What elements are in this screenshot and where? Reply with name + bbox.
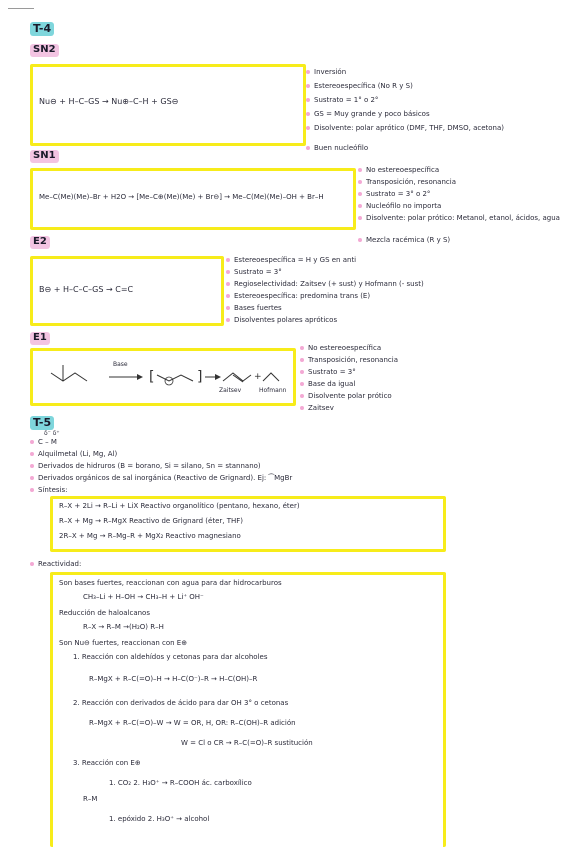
svg-text:[: [ [149,369,155,385]
sn1-bullet: No estereoespecífica [358,166,439,175]
sintesis-line: 2R–X + Mg → R–Mg–R + MgX₂ Reactivo magnesiano [59,532,241,540]
reactividad-line: Reducción de haloalcanos [59,609,150,617]
sn1-bullet: Disolvente: polar prótico: Metanol, etanol, ácidos, agua [358,214,578,223]
e1-label-zaitsev: Zaitsev [219,387,242,394]
reactividad-line: 3. Reacción con E⊕ [73,759,141,767]
reactividad-line: CH₃–Li + H–OH → CH₃–H + Li⁺ OH⁻ [83,593,204,601]
sn1-bullet: Mezcla racémica (R y S) [358,236,450,245]
sintesis-box [50,496,446,552]
e1-scheme-drawing [33,351,289,399]
reactividad-line: R–MgX + R–C(=O)–W → W = OR, H, OR: R–C(OH)–R adición [89,719,296,727]
section-header-e2: E2 [30,236,50,249]
reactividad-line: 1. CO₂ 2. H₃O⁺ → R–COOH ác. carboxílico [109,779,252,787]
sn2-bullet: Inversión [306,68,346,77]
section-header-sn2: SN2 [30,44,59,57]
reactividad-line: Son bases fuertes, reaccionan con agua para dar hidrocarburos [59,579,282,587]
sn2-bullet: Estereoespecífica (No R y S) [306,82,413,91]
top-rule [8,8,34,9]
e2-bullet: Bases fuertes [226,304,282,313]
e1-bullet: Zaitsev [300,404,334,413]
section-header-e1: E1 [30,332,50,345]
reactividad-line: R–M [83,795,98,803]
e2-bullet: Sustrato = 3° [226,268,282,277]
section-header-t5: T-5 [30,416,54,430]
reactividad-line: 1. Reacción con aldehídos y cetonas para dar alcoholes [73,653,268,661]
svg-text:+: + [254,372,262,382]
sn2-scheme-box [30,64,306,146]
sn1-scheme-box [30,168,356,230]
reactividad-box [50,572,446,847]
e2-bullet: Disolventes polares apróticos [226,316,337,325]
e1-label-base: Base [113,361,128,368]
reactividad-line: 2. Reacción con derivados de ácido para dar OH 3° o cetonas [73,699,289,707]
e2-bullet: Regioselectividad: Zaitsev (+ sust) y Hofmann (- sust) [226,280,424,289]
e1-bullet: Disolvente polar prótico [300,392,392,401]
e2-bullet: Estereoespecífica: predomina trans (E) [226,292,370,301]
sintesis-line: R–X + 2Li → R–Li + LiX Reactivo organolítico (pentano, hexano, éter) [59,502,300,510]
e2-scheme: B⊖ + H–C–C–GS → C=C [39,285,134,294]
t5-sintesis-label: Síntesis: [30,486,67,495]
section-header-t4: T-4 [30,22,54,36]
sn1-scheme: Me–C(Me)(Me)–Br + H2O → [Me–C⊕(Me)(Me) + Br⊖] → Me–C(Me)(Me)–OH + Br–H [39,193,324,201]
reactividad-line: 1. epóxido 2. H₃O⁺ → alcohol [109,815,210,823]
reactividad-line: R–X → R–M →(H₂O) R–H [83,623,164,631]
sintesis-line: R–X + Mg → R–MgX Reactivo de Grignard (éter, THF) [59,517,244,525]
e1-bullet: Base da igual [300,380,355,389]
sn2-bullet: GS = Muy grande y poco básicos [306,110,430,119]
reactividad-line: R–MgX + R–C(=O)–H → H–C(O⁻)–R → H–C(OH)–R [89,675,258,683]
t5-bullet: Derivados orgánicos de sal inorgánica (Reactivo de Grignard). Ej: ⁀MgBr [30,474,292,483]
sn2-bullet: Buen nucleófilo [306,144,368,153]
reactividad-label: Reactividad: [30,560,81,569]
e1-bullet: No estereoespecífica [300,344,381,353]
sn1-bullet: Nucleófilo no importa [358,202,441,211]
t5-bullet: Derivados de hidruros (B = borano, Si = silano, Sn = stannano) [30,462,261,471]
e1-bullet: Transposición, resonancia [300,356,398,365]
svg-text:]: ] [197,369,203,385]
t5-bullet: Alquilmetal (Li, Mg, Al) [30,450,117,459]
e1-bullet: Sustrato = 3° [300,368,356,377]
sn2-bullet: Disolvente: polar aprótico (DMF, THF, DMSO, acetona) [306,124,576,133]
t5-bond: C – M [30,438,57,447]
e2-bullet: Estereoespecífica = H y GS en anti [226,256,356,265]
sn2-scheme: Nu⊖ + H–C–GS → Nu⊕–C–H + GS⊖ [39,97,179,106]
t5-polarity: δ⁻ δ⁺ [44,430,60,437]
reactividad-line: Son Nu⊖ fuertes, reaccionan con E⊕ [59,639,188,647]
e2-scheme-box [30,256,224,326]
sn1-bullet: Sustrato = 3° o 2° [358,190,430,199]
sn2-bullet: Sustrato = 1° o 2° [306,96,378,105]
sn1-bullet: Transposición, resonancia [358,178,456,187]
reactividad-line: W = Cl o CR → R–C(=O)–R sustitución [181,739,313,747]
e1-label-hofmann: Hofmann [259,387,287,394]
section-header-sn1: SN1 [30,150,59,163]
e1-scheme-box [30,348,296,406]
